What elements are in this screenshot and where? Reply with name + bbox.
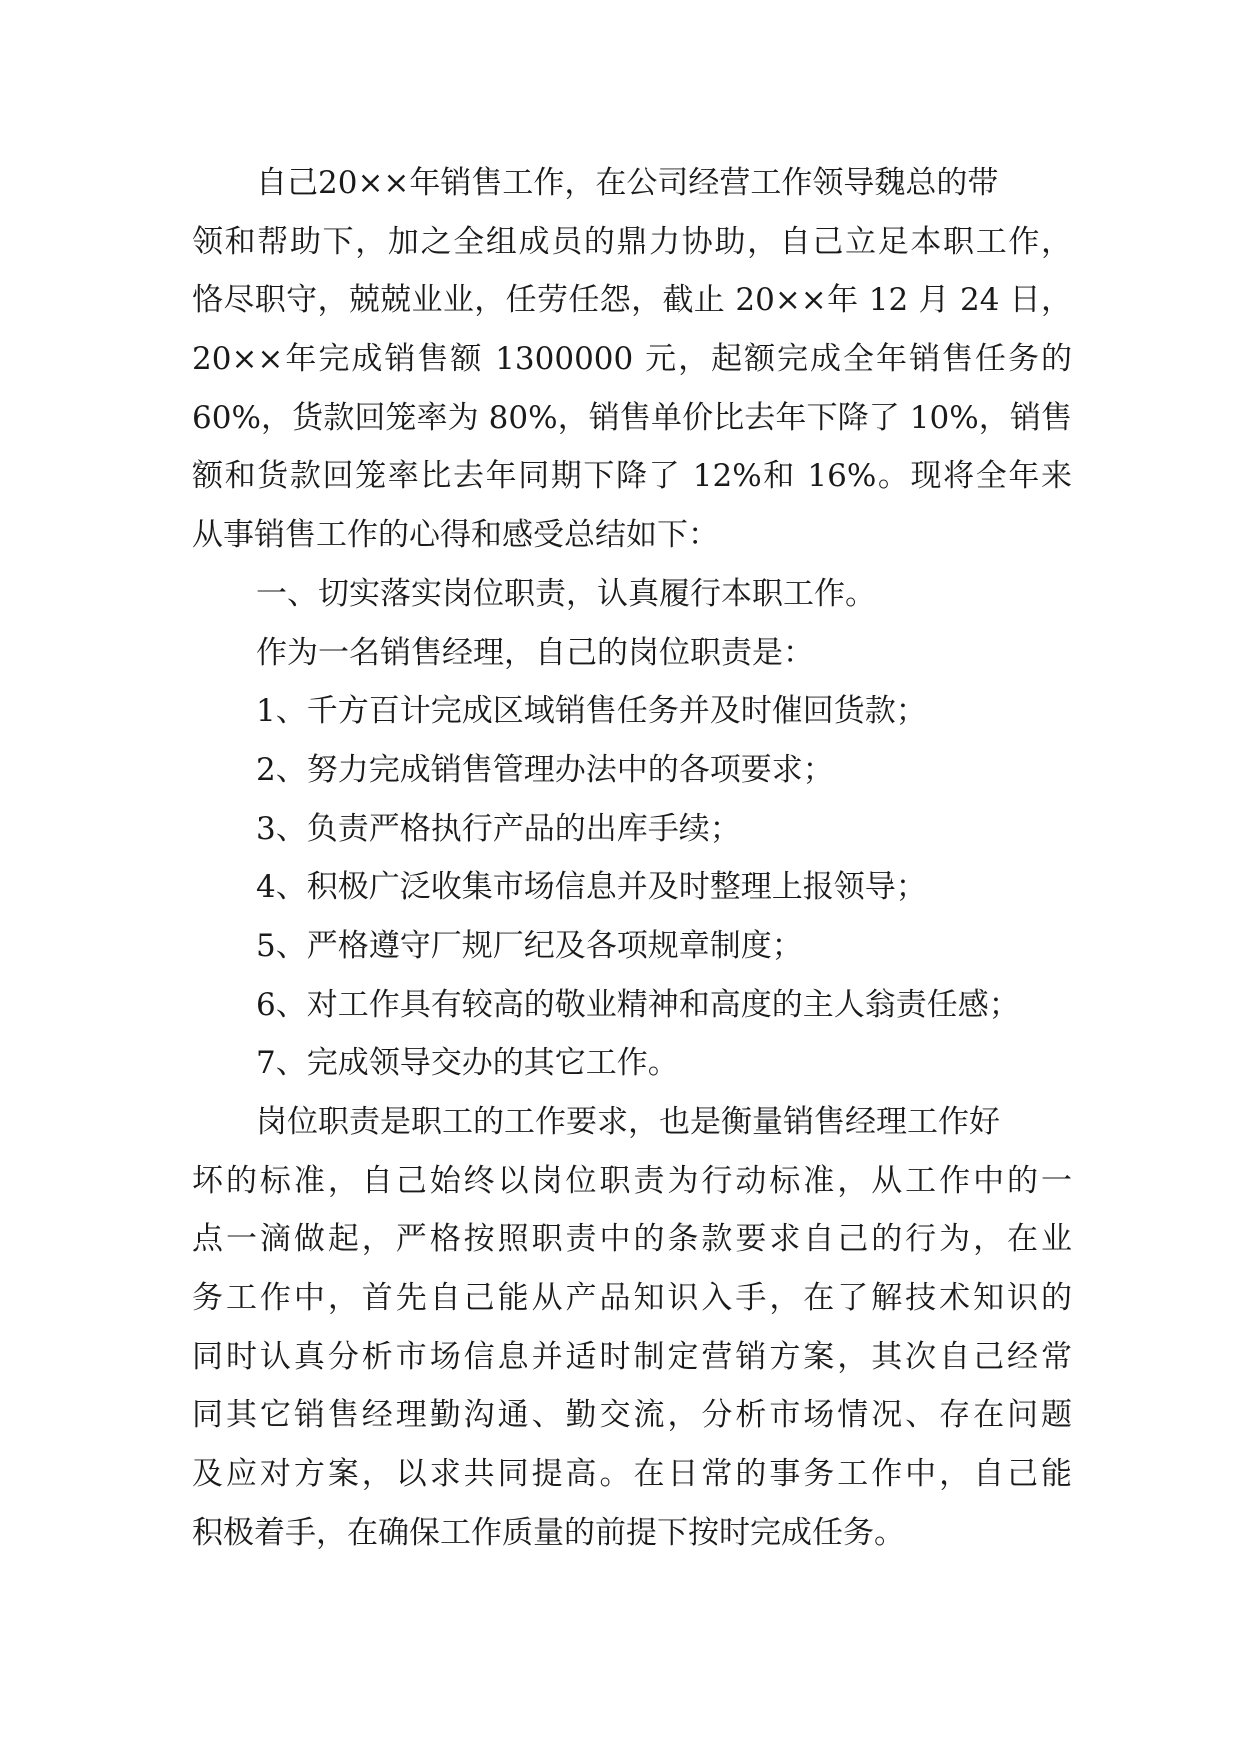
paragraph-line: 积极着手，在确保工作质量的前提下按时完成任务。 (192, 1514, 905, 1551)
paragraph-line: 及应对方案，以求共同提高。在日常的事务工作中，自己能 (192, 1456, 1072, 1493)
duties-intro: 作为一名销售经理，自己的岗位职责是： (256, 634, 814, 671)
paragraph-line: 同时认真分析市场信息并适时制定营销方案，其次自己经常 (192, 1338, 1072, 1375)
duty-item: 4、积极广泛收集市场信息并及时整理上报领导； (256, 869, 927, 906)
duty-item: 3、负责严格执行产品的出库手续； (256, 810, 741, 847)
paragraph-line: 坏的标准，自己始终以岗位职责为行动标准，从工作中的一 (192, 1162, 1072, 1199)
paragraph-line: 务工作中，首先自己能从产品知识入手，在了解技术知识的 (192, 1280, 1072, 1317)
paragraph-line: 20××年完成销售额 1300000 元，起额完成全年销售任务的 (192, 341, 1072, 378)
paragraph-line: 恪尽职守，兢兢业业，任劳任怨，截止 20××年 12 月 24 日， (192, 282, 1072, 319)
section-heading: 一、切实落实岗位职责，认真履行本职工作。 (256, 575, 876, 612)
paragraph-line: 岗位职责是职工的工作要求，也是衡量销售经理工作好 (256, 1104, 1000, 1140)
paragraph-line: 从事销售工作的心得和感受总结如下： (192, 517, 719, 554)
duty-item: 2、努力完成销售管理办法中的各项要求； (256, 751, 834, 788)
paragraph-line: 额和货款回笼率比去年同期下降了 12%和 16%。现将全年来 (192, 458, 1072, 495)
duty-item: 5、严格遵守厂规厂纪及各项规章制度； (256, 927, 803, 964)
paragraph-line: 同其它销售经理勤沟通、勤交流，分析市场情况、存在问题 (192, 1397, 1072, 1434)
paragraph-line: 点一滴做起，严格按照职责中的条款要求自己的行为，在业 (192, 1221, 1072, 1258)
document-body (192, 154, 1072, 1563)
duty-item: 1、千方百计完成区域销售任务并及时催回货款； (256, 693, 927, 730)
duty-item: 7、完成领导交办的其它工作。 (256, 1045, 679, 1082)
paragraph-line: 自己20××年销售工作，在公司经营工作领导魏总的带 (256, 165, 999, 201)
duty-item: 6、对工作具有较高的敬业精神和高度的主人翁责任感； (256, 986, 1020, 1023)
paragraph-line: 领和帮助下，加之全组成员的鼎力协助，自己立足本职工作， (192, 223, 1072, 260)
paragraph-line: 60%，货款回笼率为 80%，销售单价比去年下降了 10%，销售 (192, 399, 1072, 436)
